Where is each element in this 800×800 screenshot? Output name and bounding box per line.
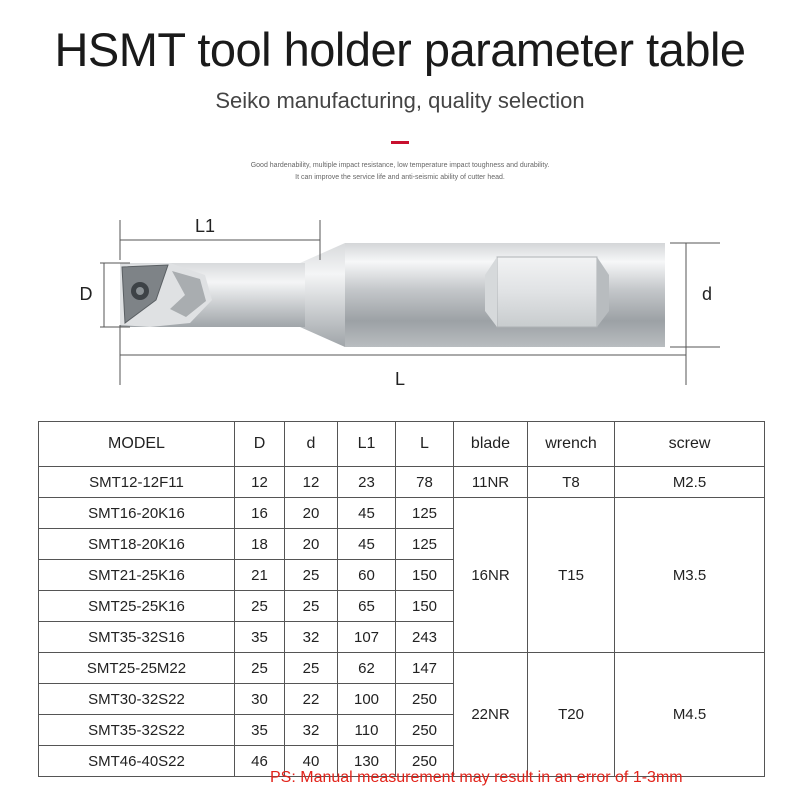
cell-D: 16 xyxy=(235,498,285,529)
blade-cell: 11NR xyxy=(454,467,528,498)
taper xyxy=(300,243,345,347)
cell-D: 35 xyxy=(235,715,285,746)
cell-L1: 100 xyxy=(338,684,396,715)
dimension-d xyxy=(670,243,720,347)
cell-d: 32 xyxy=(285,715,338,746)
header-blade: blade xyxy=(454,422,528,467)
label-L1: L1 xyxy=(194,216,216,236)
wrench-cell: T8 xyxy=(528,467,615,498)
cell-D: 21 xyxy=(235,560,285,591)
cell-d: 40 xyxy=(285,746,338,777)
cell-L1: 110 xyxy=(338,715,396,746)
header-D: D xyxy=(235,422,285,467)
header-d: d xyxy=(285,422,338,467)
cell-L: 125 xyxy=(396,498,454,529)
header-model: MODEL xyxy=(39,422,235,467)
cell-D: 35 xyxy=(235,622,285,653)
table-header-row xyxy=(39,422,765,467)
cell-D: 30 xyxy=(235,684,285,715)
wrench-cell: T15 xyxy=(528,498,615,653)
cell-L: 250 xyxy=(396,715,454,746)
cell-L1: 60 xyxy=(338,560,396,591)
model-cell: SMT30-32S22 xyxy=(39,684,235,715)
cell-L: 125 xyxy=(396,529,454,560)
page-subtitle: Seiko manufacturing, quality selection xyxy=(215,88,585,113)
label-L: L xyxy=(394,369,406,389)
cell-L1: 130 xyxy=(338,746,396,777)
model-cell: SMT25-25M22 xyxy=(39,653,235,684)
cell-L1: 45 xyxy=(338,498,396,529)
header-L: L xyxy=(396,422,454,467)
cell-L: 78 xyxy=(396,467,454,498)
blade-cell: 16NR xyxy=(454,498,528,653)
description-line-1: Good hardenability, multiple impact resistance, low temperature impact toughness and durability. xyxy=(250,162,550,169)
cell-L1: 107 xyxy=(338,622,396,653)
label-d: d xyxy=(701,284,713,304)
model-cell: SMT35-32S22 xyxy=(39,715,235,746)
cell-D: 18 xyxy=(235,529,285,560)
model-cell: SMT16-20K16 xyxy=(39,498,235,529)
cell-L: 250 xyxy=(396,684,454,715)
cell-D: 12 xyxy=(235,467,285,498)
cell-L1: 23 xyxy=(338,467,396,498)
parameter-table xyxy=(38,421,765,777)
screw-cell: M3.5 xyxy=(615,498,765,653)
model-cell: SMT25-25K16 xyxy=(39,591,235,622)
header-wrench: wrench xyxy=(528,422,615,467)
page-title: HSMT tool holder parameter table xyxy=(54,23,746,76)
cell-d: 12 xyxy=(285,467,338,498)
cell-L: 150 xyxy=(396,560,454,591)
clamping-flat xyxy=(497,257,597,327)
cell-d: 32 xyxy=(285,622,338,653)
cell-L: 243 xyxy=(396,622,454,653)
blade-cell: 22NR xyxy=(454,653,528,777)
cell-D: 25 xyxy=(235,591,285,622)
cell-L: 150 xyxy=(396,591,454,622)
cell-d: 25 xyxy=(285,591,338,622)
accent-divider xyxy=(391,141,409,144)
wrench-cell: T20 xyxy=(528,653,615,777)
cell-L1: 62 xyxy=(338,653,396,684)
model-cell: SMT46-40S22 xyxy=(39,746,235,777)
header-L1: L1 xyxy=(338,422,396,467)
screw-cell: M2.5 xyxy=(615,467,765,498)
model-cell: SMT18-20K16 xyxy=(39,529,235,560)
cell-d: 20 xyxy=(285,498,338,529)
cell-L: 250 xyxy=(396,746,454,777)
cell-d: 20 xyxy=(285,529,338,560)
cell-D: 46 xyxy=(235,746,285,777)
model-cell: SMT12-12F11 xyxy=(39,467,235,498)
cell-d: 25 xyxy=(285,560,338,591)
tool-body xyxy=(120,243,665,347)
header-screw: screw xyxy=(615,422,765,467)
model-cell: SMT21-25K16 xyxy=(39,560,235,591)
model-cell: SMT35-32S16 xyxy=(39,622,235,653)
cell-d: 25 xyxy=(285,653,338,684)
cell-L1: 45 xyxy=(338,529,396,560)
dimension-L1 xyxy=(120,216,320,260)
screw-cell: M4.5 xyxy=(615,653,765,777)
label-D: D xyxy=(79,284,93,304)
measurement-note: PS: Manual measurement may result in an error of 1-3mm xyxy=(270,769,683,786)
table-row xyxy=(39,653,765,684)
tool-holder-diagram xyxy=(0,205,800,405)
table-row xyxy=(39,467,765,498)
cell-d: 22 xyxy=(285,684,338,715)
description-line-2: It can improve the service life and anti-seismic ability of cutter head. xyxy=(295,174,505,181)
cell-L1: 65 xyxy=(338,591,396,622)
table-row xyxy=(39,498,765,529)
cell-D: 25 xyxy=(235,653,285,684)
cell-L: 147 xyxy=(396,653,454,684)
